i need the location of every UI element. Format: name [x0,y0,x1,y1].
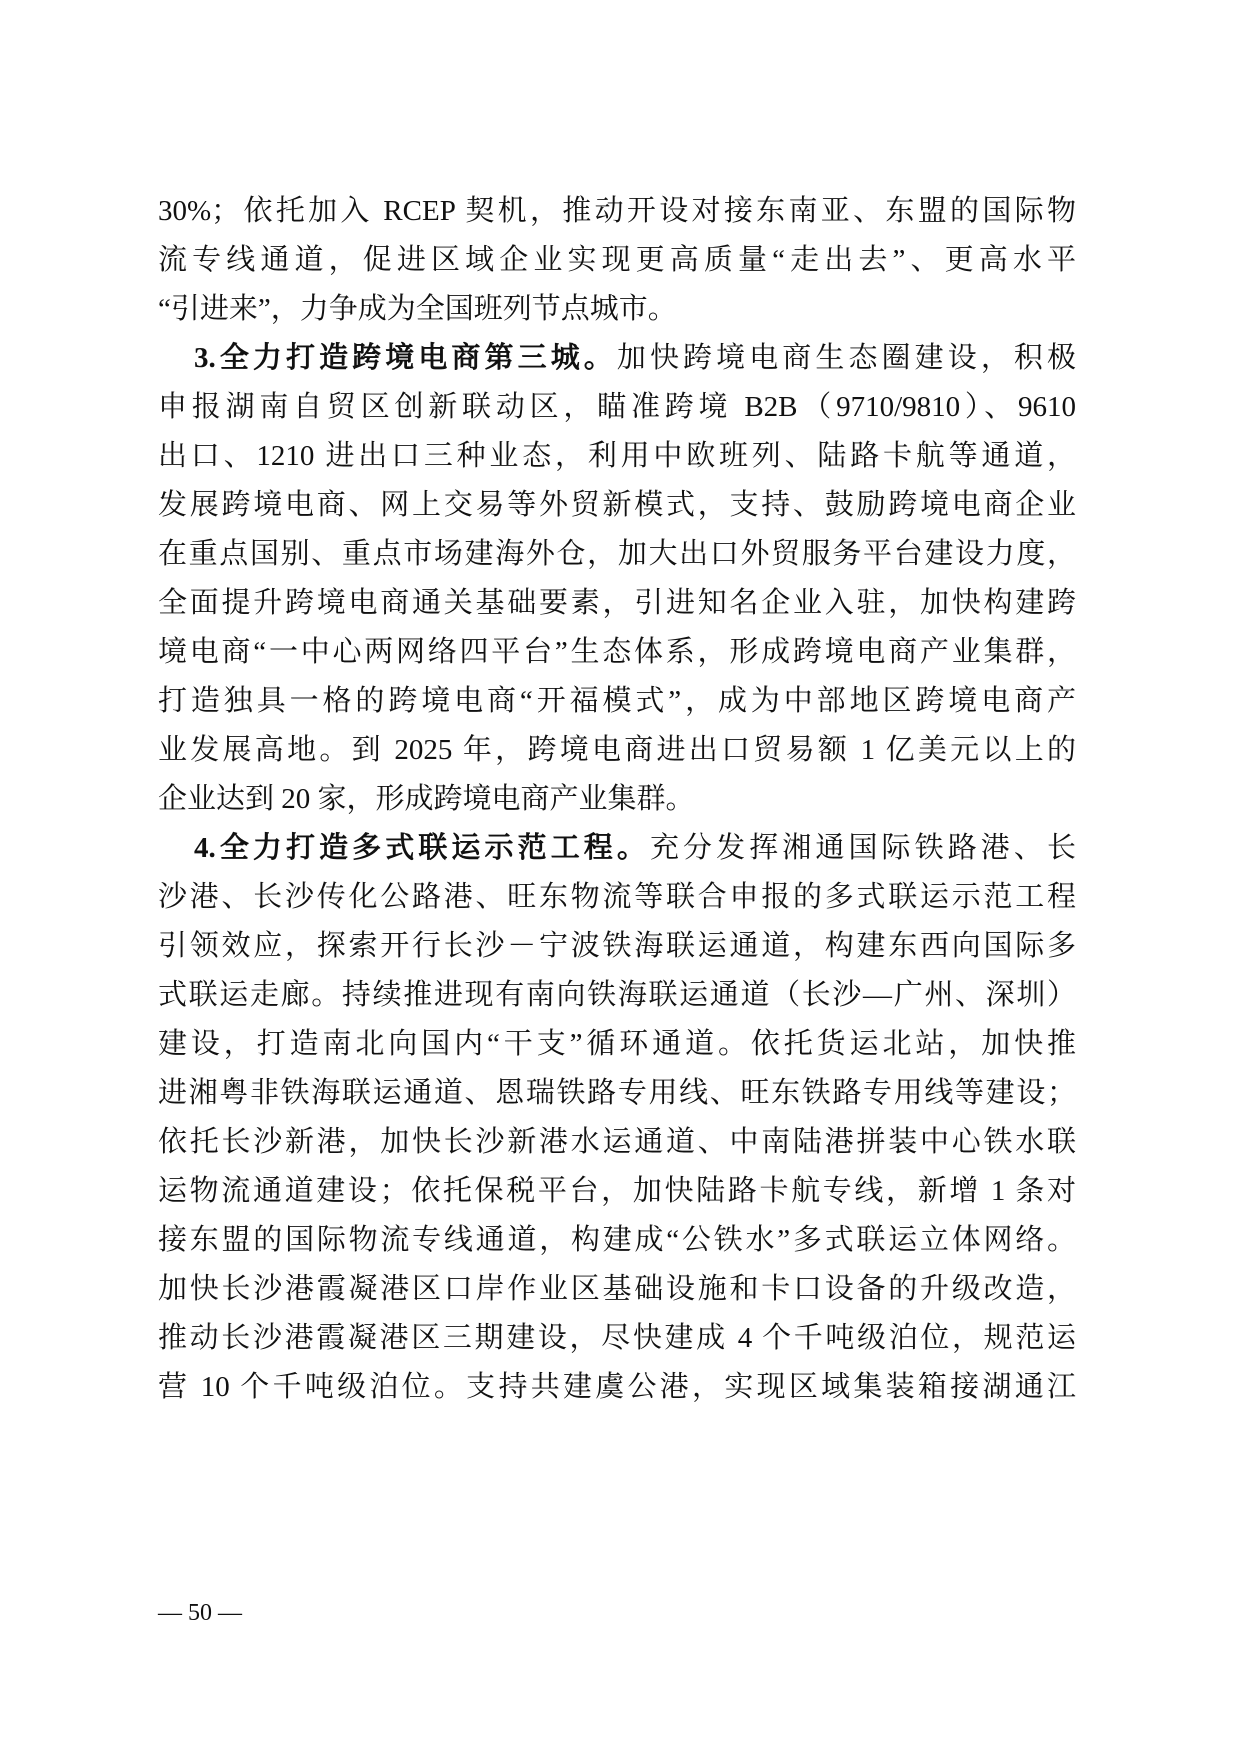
line-text: 沙港、长沙传化公路港、旺东物流等联合申报的多式联运示范工程 [158,881,1076,913]
line-text: 引领效应，探索开行长沙－宁波铁海联运通道，构建东西向国际多 [158,930,1076,962]
line-text: 建设，打造南北向国内“干支”循环通道。依托货运北站，加快推 [158,1028,1076,1060]
paragraph-line [158,726,1076,775]
line-text: 加快跨境电商生态圈建设，积极 [616,342,1076,374]
paragraph-line [158,775,1076,824]
line-text: “引进来”，力争成为全国班列节点城市。 [158,293,677,325]
line-text: 在重点国别、重点市场建海外仓，加大出口外贸服务平台建设力度， [158,538,1076,570]
line-text: 全面提升跨境电商通关基础要素，引进知名企业入驻，加快构建跨 [158,587,1076,619]
paragraph-line [158,481,1076,530]
paragraph-line [158,922,1076,971]
paragraph-line [158,1265,1076,1314]
paragraph-line [158,1118,1076,1167]
paragraph-line [158,1216,1076,1265]
line-text: 依托长沙新港，加快长沙新港水运通道、中南陆港拼装中心铁水联 [158,1126,1076,1158]
line-text: 出口、1210 进出口三种业态，利用中欧班列、陆路卡航等通道， [158,440,1076,472]
line-text: 进湘粤非铁海联运通道、恩瑞铁路专用线、旺东铁路专用线等建设； [158,1077,1076,1109]
paragraph-line [158,1314,1076,1363]
line-text: 运物流通道建设；依托保税平台，加快陆路卡航专线，新增 1 条对 [158,1175,1076,1207]
paragraph-line [158,579,1076,628]
section-heading: 4.全力打造多式联运示范工程。 [194,832,650,864]
paragraph-line [158,383,1076,432]
line-text: 业发展高地。到 2025 年，跨境电商进出口贸易额 1 亿美元以上的 [158,734,1076,766]
line-text: 30%；依托加入 RCEP 契机，推动开设对接东南亚、东盟的国际物 [158,195,1076,227]
paragraph-line [158,1363,1076,1412]
line-text: 充分发挥湘通国际铁路港、长 [649,832,1076,864]
paragraph-line [158,530,1076,579]
line-text: 境电商“一中心两网络四平台”生态体系，形成跨境电商产业集群， [158,636,1076,668]
paragraph-line [158,236,1076,285]
paragraph-line [158,1069,1076,1118]
paragraph-line [158,971,1076,1020]
line-text: 式联运走廊。持续推进现有南向铁海联运通道（长沙—广州、深圳） [158,979,1076,1011]
line-text: 申报湖南自贸区创新联动区，瞄准跨境 B2B（9710/9810）、9610 [158,391,1076,423]
paragraph-line [158,677,1076,726]
paragraph-line [158,285,1076,334]
line-text: 流专线通道，促进区域企业实现更高质量“走出去”、更高水平 [158,244,1076,276]
line-text: 企业达到 20 家，形成跨境电商产业集群。 [158,783,695,815]
document-body [158,187,1076,1412]
line-text: 打造独具一格的跨境电商“开福模式”，成为中部地区跨境电商产 [158,685,1076,717]
paragraph-line [158,334,1076,383]
line-text: 推动长沙港霞凝港区三期建设，尽快建成 4 个千吨级泊位，规范运 [158,1322,1076,1354]
paragraph-line [158,187,1076,236]
line-text: 加快长沙港霞凝港区口岸作业区基础设施和卡口设备的升级改造， [158,1273,1076,1305]
paragraph-line [158,1020,1076,1069]
paragraph-line [158,824,1076,873]
paragraph-line [158,432,1076,481]
line-text: 营 10 个千吨级泊位。支持共建虞公港，实现区域集装箱接湖通江 [158,1371,1076,1403]
page-number: — 50 — [158,1600,242,1626]
section-heading: 3.全力打造跨境电商第三城。 [194,342,617,374]
line-text: 发展跨境电商、网上交易等外贸新模式，支持、鼓励跨境电商企业 [158,489,1076,521]
paragraph-line [158,628,1076,677]
paragraph-line [158,873,1076,922]
paragraph-line [158,1167,1076,1216]
line-text: 接东盟的国际物流专线通道，构建成“公铁水”多式联运立体网络。 [158,1224,1076,1256]
